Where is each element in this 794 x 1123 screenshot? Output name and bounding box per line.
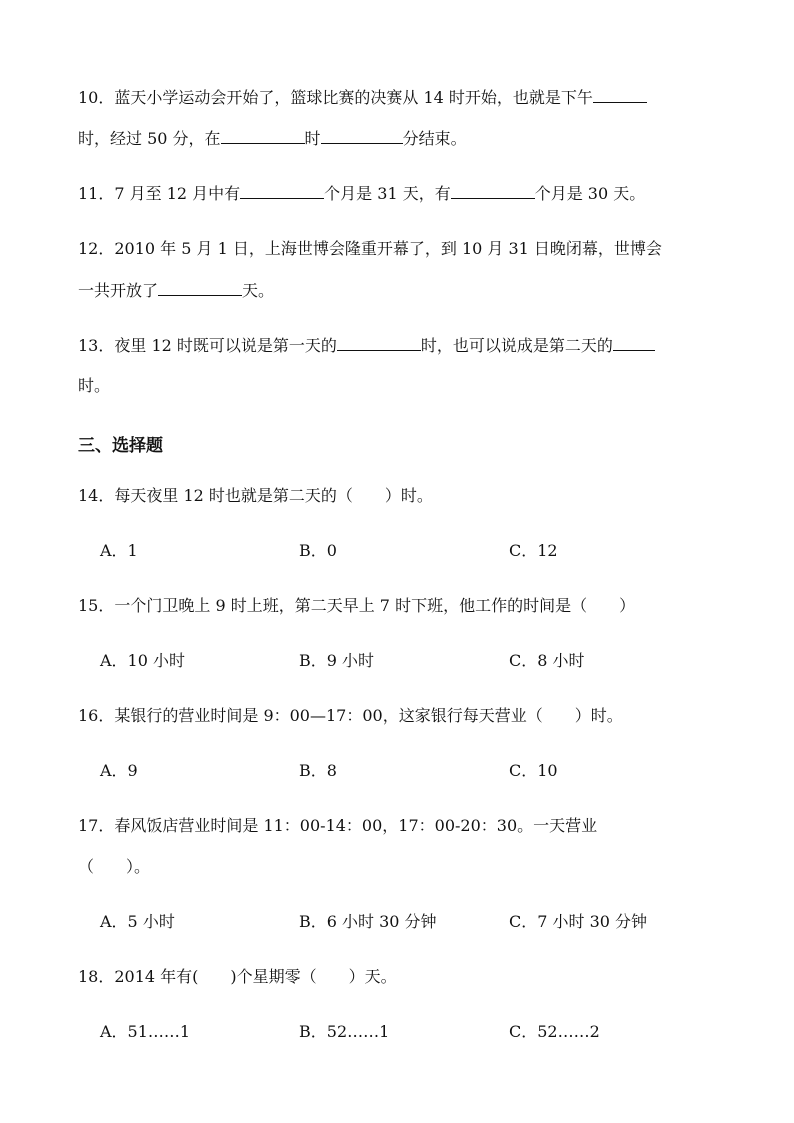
q16-option-a[interactable]: A．9 — [100, 761, 138, 780]
q10-text: 10．蓝天小学运动会开始了，篮球比赛的决赛从 14 时开始，也就是下午 — [78, 88, 593, 107]
q17-option-a[interactable]: A．5 小时 — [100, 912, 175, 931]
q13-line2 — [78, 376, 110, 396]
q14-option-a[interactable]: A．1 — [100, 541, 138, 560]
q13-text-2: 时。 — [78, 376, 111, 395]
q15-option-c[interactable]: C．8 小时 — [509, 651, 585, 670]
q10-text-2c: 分结束。 — [402, 129, 467, 148]
q17-option-b[interactable]: B．6 小时 30 分钟 — [299, 912, 437, 931]
q16-option-c[interactable]: C．10 — [509, 761, 558, 780]
q18-option-a[interactable]: A．51……1 — [100, 1022, 191, 1041]
q15-line: 15．一个门卫晚上 9 时上班，第二天早上 7 时下班，他工作的时间是（ ） — [78, 596, 636, 615]
q12-line1 — [78, 239, 662, 259]
q13-blank-2[interactable] — [613, 336, 655, 351]
q10-line1 — [78, 88, 647, 108]
q10-blank-3[interactable] — [321, 129, 403, 144]
q12-text: 12．2010 年 5 月 1 日，上海世博会隆重开幕了，到 10 月 31 日晚闭幕，世博会 — [78, 239, 662, 258]
q14-option-c[interactable]: C．12 — [509, 541, 558, 560]
q10-line2 — [78, 129, 467, 149]
q11-text-c: 个月是 30 天。 — [534, 184, 646, 203]
q18-line: 18．2014 年有( )个星期零（ ）天。 — [78, 967, 397, 986]
q13-blank-1[interactable] — [337, 336, 421, 351]
q13-text-a: 13．夜里 12 时既可以说是第一天的 — [78, 336, 337, 355]
q15-option-a[interactable]: A．10 小时 — [100, 651, 186, 670]
q13-text-b: 时，也可以说成是第二天的 — [420, 336, 613, 355]
q18-option-b[interactable]: B．52……1 — [299, 1022, 390, 1041]
q12-blank[interactable] — [158, 281, 242, 296]
q11-line — [78, 184, 645, 204]
q11-text-b: 个月是 31 天，有 — [324, 184, 451, 203]
q15-option-b[interactable]: B．9 小时 — [299, 651, 375, 670]
q14-option-b[interactable]: B．0 — [299, 541, 337, 560]
q11-blank-1[interactable] — [240, 184, 324, 199]
q18-option-c[interactable]: C．52……2 — [509, 1022, 600, 1041]
q10-blank-1[interactable] — [593, 88, 647, 103]
q16-option-b[interactable]: B．8 — [299, 761, 337, 780]
q14-line: 14．每天夜里 12 时也就是第二天的（ ）时。 — [78, 486, 433, 505]
q10-text-2a: 时，经过 50 分，在 — [78, 129, 221, 148]
q10-text-2b: 时 — [304, 129, 321, 148]
q11-blank-2[interactable] — [451, 184, 535, 199]
q17-option-c[interactable]: C．7 小时 30 分钟 — [509, 912, 648, 931]
q11-text-a: 11．7 月至 12 月中有 — [78, 184, 241, 203]
q17-line2: （ ）。 — [78, 857, 151, 876]
q12-text-2b: 天。 — [242, 281, 275, 300]
q10-blank-2[interactable] — [221, 129, 305, 144]
q16-line: 16．某银行的营业时间是 9：00—17：00，这家银行每天营业（ ）时。 — [78, 706, 623, 725]
q12-line2 — [78, 281, 274, 301]
section-heading-choice: 三、选择题 — [78, 436, 163, 456]
q12-text-2a: 一共开放了 — [78, 281, 159, 300]
q17-line1: 17．春风饭店营业时间是 11：00-14：00，17：00-20：30。一天营业 — [78, 816, 598, 835]
q13-line1 — [78, 336, 655, 356]
